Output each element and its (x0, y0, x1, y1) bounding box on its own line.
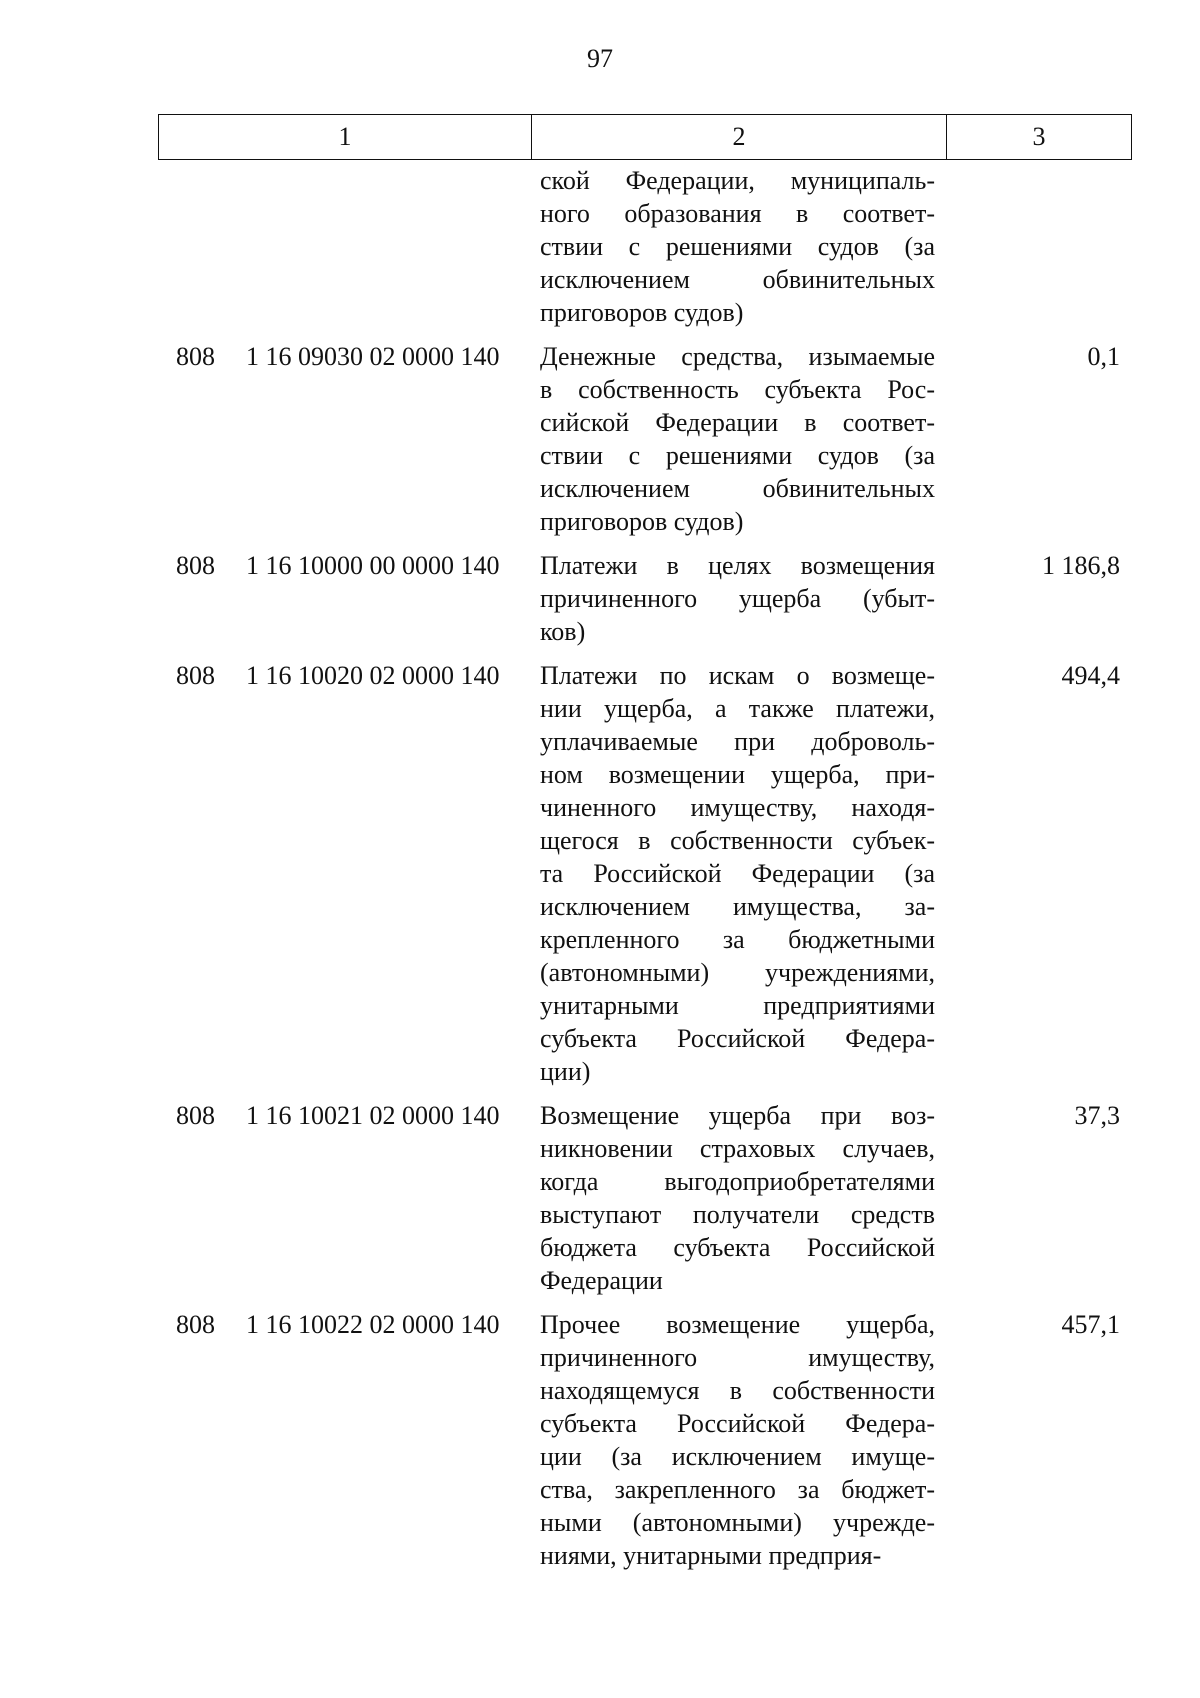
row-description (540, 659, 935, 1088)
description-line: крепленного за бюджетными (540, 925, 935, 954)
description-line: чиненного имуществу, находя- (540, 793, 935, 822)
description-line: ции) (540, 1057, 591, 1086)
description-line: Денежные средства, изымаемые (540, 342, 935, 371)
row-description (540, 1099, 935, 1297)
description-line: находящемуся в собственности (540, 1376, 935, 1405)
row-description (540, 340, 935, 538)
row-sum: 37,3 (1074, 1101, 1120, 1130)
row-sum: 494,4 (1061, 661, 1120, 690)
description-line: Платежи по искам о возмеще- (540, 661, 935, 690)
description-line: Прочее возмещение ущерба, (540, 1310, 935, 1339)
table-header (158, 114, 1132, 160)
description-line: бюджета субъекта Российской (540, 1233, 935, 1262)
description-line: ного образования в соответ- (540, 199, 935, 228)
description-line: ства, закрепленного за бюджет- (540, 1475, 935, 1504)
row-budget-code: 1 16 10020 02 0000 140 (246, 661, 500, 690)
page-number: 97 (587, 44, 613, 73)
row-sum: 1 186,8 (1042, 551, 1120, 580)
description-line: никновении страховых случаев, (540, 1134, 935, 1163)
description-line: когда выгодоприобретателями (540, 1167, 935, 1196)
description-line: приговоров судов) (540, 507, 744, 536)
description-line: ствии с решениями судов (за (540, 232, 935, 261)
description-line: исключением имущества, за- (540, 892, 935, 921)
description-line: сийской Федерации в соответ- (540, 408, 935, 437)
row-budget-code: 1 16 10000 00 0000 140 (246, 551, 500, 580)
header-col-2: 2 (532, 115, 947, 159)
description-line: (автономными) учреждениями, (540, 958, 935, 987)
description-line: ции (за исключением имуще- (540, 1442, 935, 1471)
row-admin-code: 808 (176, 661, 215, 690)
description-line: ном возмещении ущерба, при- (540, 760, 935, 789)
description-line: субъекта Российской Федера- (540, 1409, 935, 1438)
row-description (540, 164, 935, 329)
description-line: Платежи в целях возмещения (540, 551, 935, 580)
description-line: ствии с решениями судов (за (540, 441, 935, 470)
description-line: исключением обвинительных (540, 265, 935, 294)
description-line: причиненного имуществу, (540, 1343, 935, 1372)
row-admin-code: 808 (176, 342, 215, 371)
row-budget-code: 1 16 10021 02 0000 140 (246, 1101, 500, 1130)
row-budget-code: 1 16 10022 02 0000 140 (246, 1310, 500, 1339)
row-description (540, 549, 935, 648)
row-sum: 457,1 (1061, 1310, 1120, 1339)
description-line: Федерации (540, 1266, 663, 1295)
description-line: ными (автономными) учрежде- (540, 1508, 935, 1537)
description-line: ниями, унитарными предприя- (540, 1541, 882, 1570)
row-admin-code: 808 (176, 1101, 215, 1130)
description-line: щегося в собственности субъек- (540, 826, 935, 855)
description-line: в собственность субъекта Рос- (540, 375, 935, 404)
description-line: та Российской Федерации (за (540, 859, 935, 888)
header-col-3: 3 (1032, 122, 1046, 151)
row-admin-code: 808 (176, 551, 215, 580)
description-line: нии ущерба, а также платежи, (540, 694, 935, 723)
row-admin-code: 808 (176, 1310, 215, 1339)
row-description (540, 1308, 935, 1572)
description-line: Возмещение ущерба при воз- (540, 1101, 935, 1130)
row-sum: 0,1 (1087, 342, 1120, 371)
description-line: субъекта Российской Федера- (540, 1024, 935, 1053)
description-line: унитарными предприятиями (540, 991, 935, 1020)
description-line: ков) (540, 617, 586, 646)
description-line: ской Федерации, муниципаль- (540, 166, 935, 195)
header-col-1: 1 (159, 115, 532, 159)
description-line: приговоров судов) (540, 298, 744, 327)
description-line: причиненного ущерба (убыт- (540, 584, 935, 613)
description-line: исключением обвинительных (540, 474, 935, 503)
description-line: уплачиваемые при доброволь- (540, 727, 935, 756)
row-budget-code: 1 16 09030 02 0000 140 (246, 342, 500, 371)
description-line: выступают получатели средств (540, 1200, 935, 1229)
